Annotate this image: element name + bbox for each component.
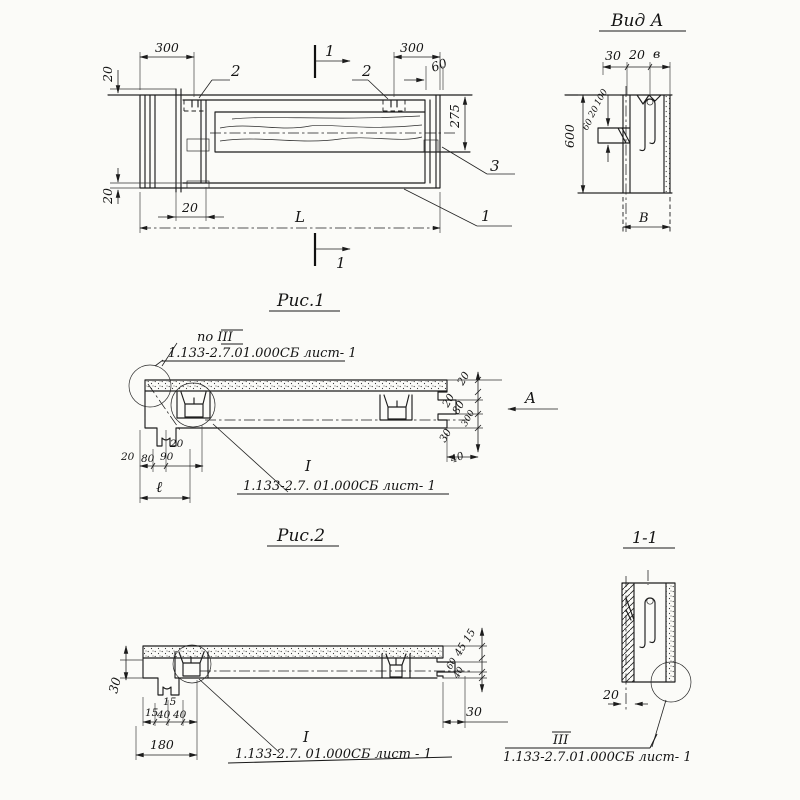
fig2-body — [129, 365, 470, 446]
fig3-callout — [199, 679, 452, 763]
dim-right-80: 80 — [450, 398, 468, 417]
dim-right-40: 40 — [448, 449, 466, 466]
fig3-side-view — [105, 627, 508, 763]
dim-20: 20 — [603, 687, 619, 702]
fig3-body — [143, 645, 470, 695]
callout-doc-top: 1.133-2.7.01.000СБ лист- 1 — [168, 346, 357, 361]
dim-20-top-left: 20 — [100, 66, 115, 82]
dim-right-45: 45 — [452, 640, 470, 659]
dim-300-left: 300 — [155, 40, 179, 55]
dim-600: 600 — [562, 124, 577, 148]
dim-right-300: 300 — [459, 408, 478, 429]
section-mark-bottom-label: 1 — [336, 254, 346, 272]
fig1-section-marks — [315, 42, 350, 272]
section-mark-top-label: 1 — [325, 42, 335, 60]
dim-30: 30 — [605, 48, 621, 63]
callout-III: III — [553, 733, 569, 748]
dim-right-60: 60 — [444, 656, 460, 672]
hatched-wall-band — [622, 583, 634, 682]
dim-right-15: 15 — [461, 626, 479, 645]
dim-90: 90 — [160, 451, 174, 463]
callout-doc: 1.133-2.7. 01.000СБ лист - 1 — [235, 747, 432, 762]
fig2-side-view — [120, 330, 558, 546]
concrete-texture-band — [666, 584, 675, 681]
dim-15-a: 15 — [145, 707, 159, 719]
fig1-body — [108, 89, 472, 192]
view-a-title: Вид А — [611, 11, 664, 31]
fig1-caption: Рис.1 — [277, 291, 326, 311]
fig2-view-direction-arrow — [508, 389, 558, 409]
concrete-texture-strip — [144, 647, 442, 657]
dim-20-small: 20 — [586, 104, 602, 120]
lifting-loop — [640, 99, 655, 151]
callout-2-right: 2 — [362, 62, 372, 80]
section-1-1 — [503, 528, 692, 765]
section-1-1-dimensions — [602, 687, 648, 704]
dim-100-small: 100 — [592, 87, 611, 108]
callout-I: I — [303, 728, 309, 746]
callout-3: 3 — [490, 157, 500, 175]
dim-20-small: 20 — [182, 200, 198, 215]
view-a — [562, 11, 686, 233]
dim-40-b: 40 — [173, 709, 187, 721]
fig1-callouts — [199, 62, 515, 226]
dim-right-40: 40 — [451, 665, 467, 681]
dim-60: 60 — [428, 55, 449, 75]
callout-doc: 1.133-2.7.01.000СБ лист- 1 — [503, 750, 692, 765]
view-a-body — [565, 86, 672, 233]
fig2-caption: Рис.2 — [277, 526, 326, 546]
dim-l-script: ℓ — [156, 478, 163, 496]
lifting-loop — [640, 598, 655, 648]
callout-1: 1 — [481, 207, 491, 225]
dim-80: 80 — [141, 453, 155, 465]
anchor-pocket-dashed-marks — [184, 100, 405, 111]
callout-doc-bottom: 1.133-2.7. 01.000СБ лист- 1 — [243, 479, 436, 494]
dim-20-bottom-left: 20 — [100, 188, 115, 204]
view-arrow-label: A — [525, 389, 536, 407]
dim-B: В — [639, 211, 649, 226]
dim-30-right: 30 — [466, 704, 482, 719]
view-a-dimensions — [562, 46, 670, 227]
callout-2-left: 2 — [231, 62, 241, 80]
section-1-1-callout — [503, 700, 692, 765]
dim-20-b: 20 — [170, 438, 184, 450]
dim-275: 275 — [447, 104, 462, 128]
section-1-1-body — [622, 570, 691, 712]
fig2-callout-bottom — [213, 424, 449, 494]
dim-v: в — [653, 46, 661, 61]
dim-L: L — [295, 208, 305, 226]
concrete-texture-strip — [146, 381, 446, 390]
callout-I: I — [305, 457, 311, 475]
concrete-texture-band — [664, 96, 670, 192]
dim-right-30: 30 — [437, 426, 455, 445]
dim-right-20-top: 20 — [455, 369, 473, 388]
dim-20: 20 — [629, 47, 645, 62]
section-1-1-title: 1-1 — [632, 528, 658, 547]
dim-15-b: 15 — [163, 696, 177, 708]
dim-300-right: 300 — [400, 40, 424, 55]
dim-30-left: 30 — [105, 675, 125, 695]
fig2-callout-top — [155, 330, 357, 366]
dim-40-a: 40 — [157, 709, 171, 721]
fig1-plan-view — [100, 40, 515, 311]
dim-right-20: 20 — [440, 391, 458, 410]
dim-180: 180 — [150, 737, 174, 752]
dim-20-a: 20 — [121, 451, 135, 463]
dim-60-small: 60 — [580, 117, 596, 133]
callout-po-III: по III — [197, 330, 233, 345]
